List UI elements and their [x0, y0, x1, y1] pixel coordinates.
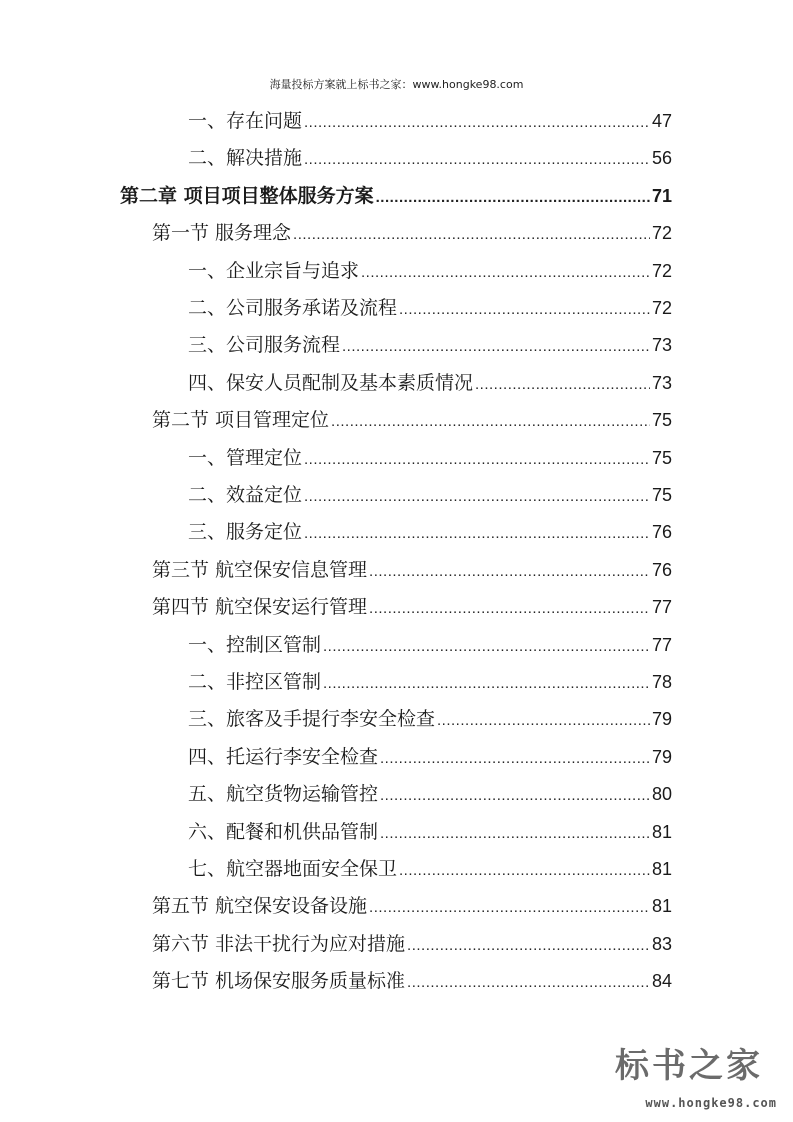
- toc-entry-page-number: 75: [651, 485, 672, 505]
- toc-dot-leader: [437, 708, 650, 734]
- toc-entry-page-number: 56: [651, 148, 672, 169]
- toc-entry-page-number: 75: [651, 410, 672, 431]
- toc-subsection-entry[interactable]: [188, 295, 672, 323]
- toc-subsection-entry[interactable]: [188, 856, 672, 884]
- toc-entry-page-number: 79: [651, 746, 672, 767]
- toc-entry-title: 二、非控区管制: [188, 671, 322, 693]
- toc-entry-title: 二、公司服务承诺及流程: [188, 297, 398, 319]
- toc-entry-title: 第一节 服务理念: [152, 222, 292, 245]
- toc-dot-leader: [323, 671, 650, 697]
- toc-entry-title: 第二节 项目管理定位: [152, 409, 330, 432]
- toc-entry-title: 三、公司服务流程: [188, 334, 341, 357]
- toc-subsection-entry[interactable]: [188, 108, 672, 136]
- toc-entry-page-number: 81: [651, 896, 672, 917]
- toc-entry-title: 一、企业宗旨与追求: [188, 259, 360, 282]
- toc-entry-page-number: 77: [651, 634, 672, 655]
- toc-subsection-entry[interactable]: [188, 519, 672, 547]
- toc-chapter-entry[interactable]: [120, 183, 672, 211]
- toc-dot-leader: [304, 147, 650, 173]
- toc-subsection-entry[interactable]: [188, 482, 672, 510]
- toc-entry-title: 二、效益定位: [188, 484, 303, 506]
- toc-entry-title: 第六节 非法干扰行为应对措施: [152, 932, 406, 955]
- toc-dot-leader: [399, 858, 650, 884]
- toc-entry-page-number: 73: [651, 335, 672, 356]
- toc-subsection-entry[interactable]: [188, 781, 672, 809]
- page-header: 海量投标方案就上标书之家：www.hongke98.com: [269, 78, 524, 91]
- toc-subsection-entry[interactable]: [188, 370, 672, 398]
- toc-entry-page-number: 72: [651, 298, 672, 318]
- toc-entry-page-number: 81: [651, 859, 672, 879]
- toc-section-entry[interactable]: [152, 931, 672, 959]
- toc-dot-leader: [304, 521, 650, 547]
- toc-entry-title: 三、服务定位: [188, 521, 303, 544]
- toc-subsection-entry[interactable]: [188, 744, 672, 772]
- toc-dot-leader: [369, 559, 650, 585]
- watermark-brand: 标书之家: [615, 1046, 763, 1086]
- toc-entry-page-number: 72: [651, 260, 672, 281]
- toc-entry-title: 四、保安人员配制及基本素质情况: [188, 371, 474, 394]
- toc-dot-leader: [361, 260, 650, 286]
- toc-entry-page-number: 80: [651, 784, 672, 805]
- toc-dot-leader: [407, 933, 650, 959]
- toc-entry-page-number: 76: [651, 559, 672, 580]
- toc-entry-page-number: 76: [651, 522, 672, 543]
- toc-dot-leader: [293, 222, 650, 248]
- toc-dot-leader: [342, 334, 650, 360]
- toc-dot-leader: [369, 596, 650, 622]
- toc-entry-title: 第四节 航空保安运行管理: [152, 596, 368, 619]
- toc-entry-page-number: 78: [651, 672, 672, 692]
- toc-subsection-entry[interactable]: [188, 819, 672, 847]
- toc-entry-title: 一、存在问题: [188, 110, 303, 132]
- toc-section-entry[interactable]: [152, 220, 672, 248]
- toc-section-entry[interactable]: [152, 594, 672, 622]
- toc-dot-leader: [380, 821, 650, 847]
- toc-entry-title: 六、配餐和机供品管制: [188, 820, 379, 843]
- toc-entry-page-number: 83: [651, 933, 672, 954]
- toc-dot-leader: [331, 409, 650, 435]
- toc-entry-page-number: 72: [651, 223, 672, 244]
- toc-dot-leader: [399, 297, 650, 323]
- toc-entry-page-number: 77: [651, 597, 672, 618]
- toc-entry-title: 四、托运行李安全检查: [188, 745, 379, 768]
- toc-entry-page-number: 71: [651, 185, 672, 206]
- toc-entry-title: 一、管理定位: [188, 446, 303, 469]
- toc-dot-leader: [407, 970, 650, 996]
- toc-subsection-entry[interactable]: [188, 258, 672, 286]
- toc-section-entry[interactable]: [152, 557, 672, 585]
- watermark-logo: [603, 1038, 783, 1110]
- toc-entry-title: 三、旅客及手提行李安全检查: [188, 708, 436, 731]
- toc-entry-page-number: 79: [651, 709, 672, 730]
- toc-entry-title: 第二章 项目项目整体服务方案: [120, 184, 374, 207]
- toc-dot-leader: [304, 110, 650, 136]
- toc-section-entry[interactable]: [152, 893, 672, 921]
- toc-dot-leader: [304, 484, 650, 510]
- toc-subsection-entry[interactable]: [188, 669, 672, 697]
- toc-entry-page-number: 84: [651, 971, 672, 992]
- toc-entry-page-number: 47: [651, 111, 672, 131]
- watermark-url: www.hongke98.com: [645, 1096, 777, 1110]
- toc-section-entry[interactable]: [152, 968, 672, 996]
- toc-dot-leader: [475, 372, 650, 398]
- toc-subsection-entry[interactable]: [188, 332, 672, 360]
- toc-entry-title: 第七节 机场保安服务质量标准: [152, 970, 406, 993]
- toc-dot-leader: [380, 746, 650, 772]
- toc-entry-page-number: 75: [651, 447, 672, 468]
- toc-dot-leader: [323, 634, 650, 660]
- toc-subsection-entry[interactable]: [188, 145, 672, 173]
- toc-entry-page-number: 73: [651, 372, 672, 393]
- toc-entry-page-number: 81: [651, 821, 672, 842]
- toc-entry-title: 第三节 航空保安信息管理: [152, 558, 368, 581]
- toc-subsection-entry[interactable]: [188, 445, 672, 473]
- toc-entry-title: 一、控制区管制: [188, 633, 322, 656]
- toc-entry-title: 二、解决措施: [188, 147, 303, 170]
- toc-dot-leader: [376, 185, 650, 211]
- toc-dot-leader: [380, 783, 650, 809]
- toc-entry-title: 五、航空货物运输管控: [188, 783, 379, 806]
- toc-dot-leader: [369, 895, 650, 921]
- toc-subsection-entry[interactable]: [188, 632, 672, 660]
- toc-entry-title: 第五节 航空保安设备设施: [152, 895, 368, 918]
- toc-subsection-entry[interactable]: [188, 706, 672, 734]
- toc-dot-leader: [304, 447, 650, 473]
- toc-entry-title: 七、航空器地面安全保卫: [188, 858, 398, 880]
- toc-section-entry[interactable]: [152, 407, 672, 435]
